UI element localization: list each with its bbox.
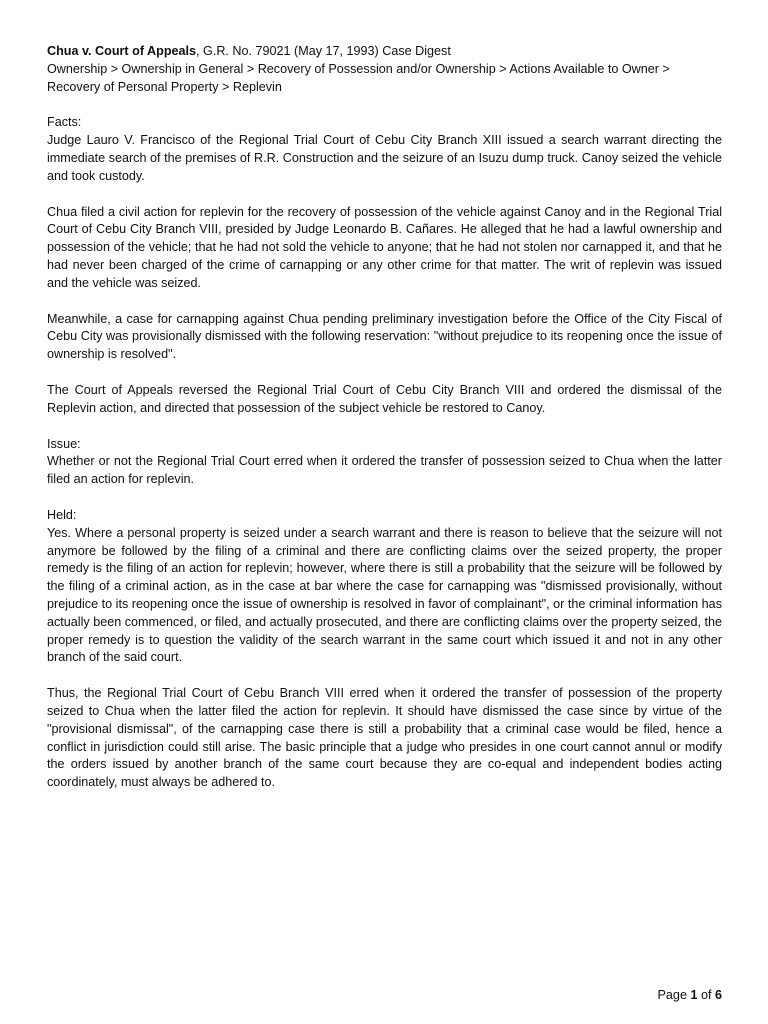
case-name: Chua v. Court of Appeals [47,44,197,58]
page-number-current: 1 [690,988,698,1002]
facts-paragraph-4: The Court of Appeals reversed the Regional Trial Court of Cebu City Branch VIII and ordered the dismissal of the Replevin action, and directed that possession of the subject vehicle be restored to Canoy. [47,382,722,415]
facts-paragraph-1: Judge Lauro V. Francisco of the Regional Trial Court of Cebu City Branch XIII issued a search warrant directing the immediate search of the premises of R.R. Construction and the seizure of an Isuzu dump truck. Canoy seized the vehicle and took custody. [47,133,722,183]
document-title [47,43,722,61]
issue-paragraph: Whether or not the Regional Trial Court erred when it ordered the transfer of possession seized to Chua when the latter filed an action for replevin. [47,454,722,487]
issue-heading: Issue: [47,436,81,451]
held-paragraph-2: Thus, the Regional Trial Court of Cebu Branch VIII erred when it ordered the transfer of possession of the property seized to Chua when the latter filed the action for replevin. It should have dismissed the case since by virtue of the "provisional dismissal", of the carnapping case there is still a probability that a criminal case would be filed, hence a conflict in jurisdiction could still arise. The basic principle that a judge who presides in one court cannot annul or modify the orders issued by another branch of the same court because they are co-equal and independent bodies acting coordinately, must always be adhered to. [47,686,722,790]
facts-heading: Facts: [47,115,82,130]
held-heading: Held: [47,507,77,522]
page-number-total: 6 [714,988,722,1002]
page-number-word: Page [657,988,691,1002]
case-citation: , G.R. No. 79021 (May 17, 1993) Case Digest [196,44,451,58]
topic-breadcrumb: Ownership > Ownership in General > Recovery of Possession and/or Ownership > Actions Available to Owner > Recovery of Personal Property > Replevin [47,61,670,94]
held-paragraph-1: Yes. Where a personal property is seized under a search warrant and there is reason to believe that the seizure will not anymore be followed by the filing of a criminal and there are conflicting claims over the seized property, the proper remedy is the filing of an action for replevin; however, where there is still a probability that the seizure will be followed by the filing of a criminal action, as in the case at bar where the case for carnapping was "dismissed provisionally, without prejudice to its reopening once the issue of ownership is resolved in favor of complainant", or the criminal information has actually been commenced, or filed, and actually prosecuted, and there are conflicting claims over the property seized, the proper remedy is to question the validity of the search warrant in the same court which issued it and not in any other branch of the said court. [47,525,722,665]
facts-paragraph-3: Meanwhile, a case for carnapping against Chua pending preliminary investigation before the Office of the City Fiscal of Cebu City was provisionally dismissed with the following reservation: "without prejudice to its reopening once the issue of ownership is resolved". [47,311,722,362]
page-number-of: of [697,988,715,1002]
page-number [658,987,722,1005]
facts-paragraph-2: Chua filed a civil action for replevin for the recovery of possession of the vehicle against Canoy and in the Regional Trial Court of Cebu City Branch VIII, presided by Judge Leonardo B. Cañares. He alleged that he had a lawful ownership and possession of the vehicle; that he had not sold the vehicle to anyone; that he had not stolen nor carnapped it, and that he had never been charged of the crime of carnapping or any other crime for that matter. The writ of replevin was issued and the vehicle was seized. [47,204,722,290]
document-body [47,43,722,792]
